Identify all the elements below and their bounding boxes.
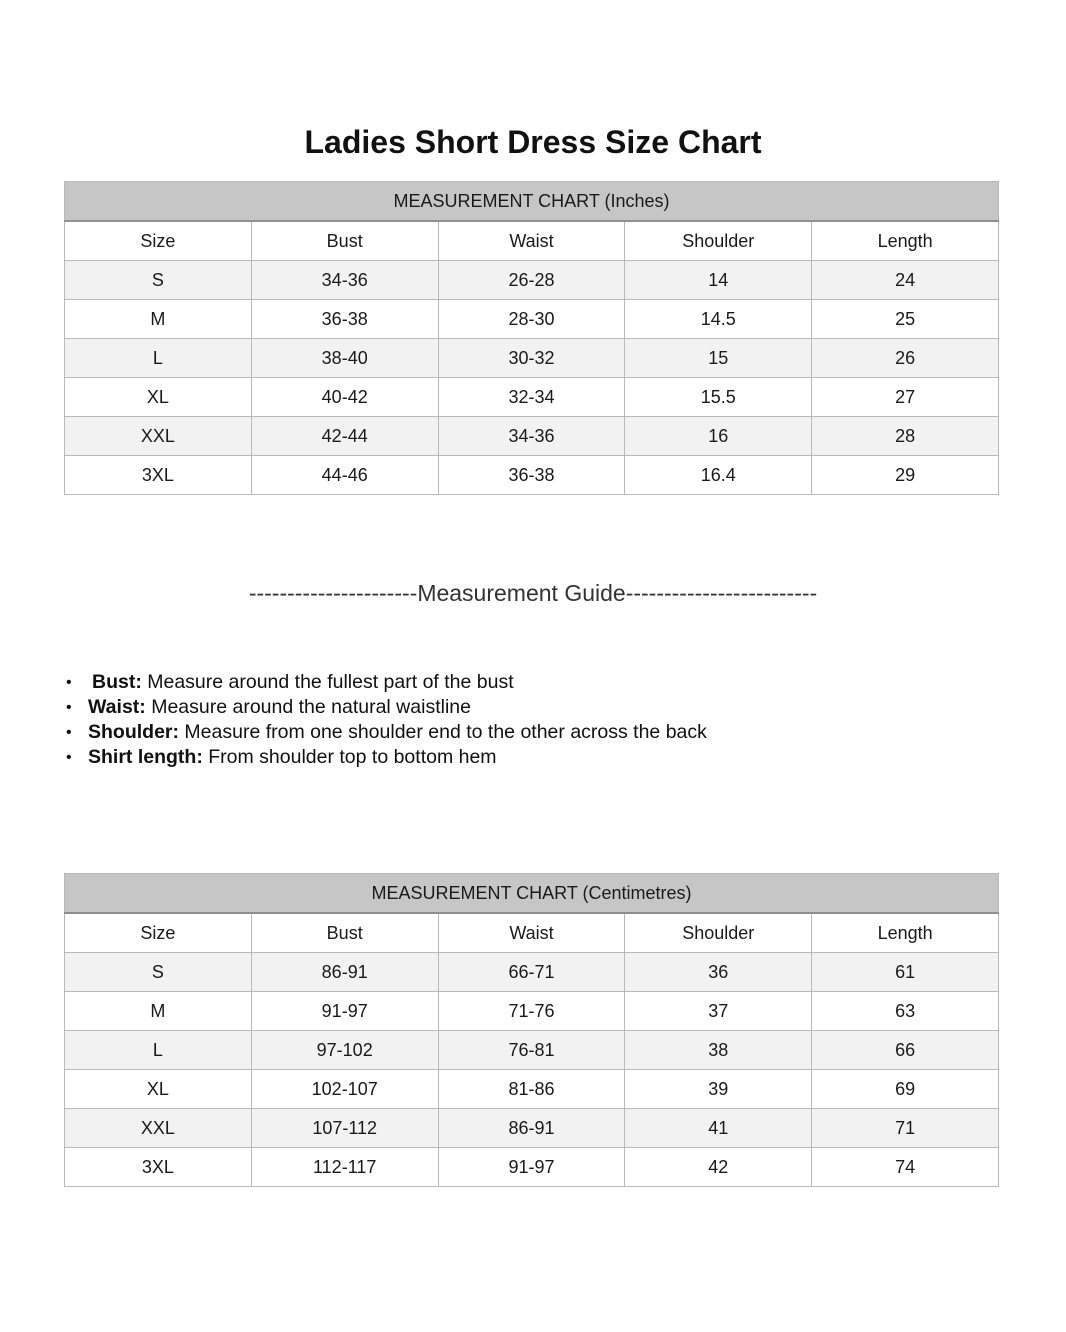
list-item	[64, 720, 707, 745]
cell-length: 28	[812, 417, 999, 456]
guide-text: Measure around the fullest part of the bust	[141, 671, 514, 693]
cell-shoulder: 42	[625, 1148, 812, 1187]
measurement-guide-heading: ----------------------Measurement Guide-------------------------	[248, 580, 818, 606]
measurement-guide-list	[64, 670, 707, 770]
cell-length: 66	[812, 1031, 999, 1070]
column-header-size: Size	[65, 913, 252, 953]
column-header-size: Size	[65, 221, 252, 261]
list-item	[64, 670, 707, 695]
cell-shoulder: 37	[625, 992, 812, 1031]
cell-shoulder: 36	[625, 953, 812, 992]
cell-shoulder: 14.5	[625, 300, 812, 339]
table-row	[65, 953, 999, 992]
table-row	[65, 339, 999, 378]
bullet-icon: •	[66, 674, 72, 691]
cell-waist: 71-76	[438, 992, 625, 1031]
cell-bust: 34-36	[251, 261, 438, 300]
cell-waist: 66-71	[438, 953, 625, 992]
cell-waist: 32-34	[438, 378, 625, 417]
cell-waist: 36-38	[438, 456, 625, 495]
guide-text: Measure from one shoulder end to the other across the back	[179, 721, 707, 743]
page-title: Ladies Short Dress Size Chart	[304, 124, 762, 161]
cell-size: S	[65, 261, 252, 300]
cell-waist: 28-30	[438, 300, 625, 339]
cell-size: XXL	[65, 1109, 252, 1148]
list-item	[64, 695, 707, 720]
column-header-length: Length	[812, 913, 999, 953]
bullet-icon: •	[66, 724, 72, 741]
cell-length: 74	[812, 1148, 999, 1187]
cell-bust: 42-44	[251, 417, 438, 456]
cell-waist: 76-81	[438, 1031, 625, 1070]
cell-size: M	[65, 992, 252, 1031]
table-row	[65, 300, 999, 339]
size-table-inches	[64, 181, 999, 495]
cell-bust: 86-91	[251, 953, 438, 992]
cell-size: L	[65, 339, 252, 378]
bullet-icon: •	[66, 749, 72, 766]
column-header-length: Length	[812, 221, 999, 261]
cell-length: 24	[812, 261, 999, 300]
guide-term: Shirt length:	[88, 746, 203, 768]
table-row	[65, 1070, 999, 1109]
cell-shoulder: 15.5	[625, 378, 812, 417]
column-header-shoulder: Shoulder	[625, 221, 812, 261]
table-row	[65, 992, 999, 1031]
cell-bust: 91-97	[251, 992, 438, 1031]
table-caption-unit: (Inches)	[604, 190, 670, 211]
table-row	[65, 1148, 999, 1187]
cell-size: XL	[65, 1070, 252, 1109]
table-row	[65, 1031, 999, 1070]
cell-size: S	[65, 953, 252, 992]
cell-length: 71	[812, 1109, 999, 1148]
cell-shoulder: 39	[625, 1070, 812, 1109]
table-caption-unit: (Centimetres)	[582, 882, 692, 903]
table-row	[65, 417, 999, 456]
guide-text: From shoulder top to bottom hem	[202, 746, 497, 768]
column-header-bust: Bust	[251, 913, 438, 953]
table-row	[65, 456, 999, 495]
table-row	[65, 378, 999, 417]
cell-length: 61	[812, 953, 999, 992]
column-header-shoulder: Shoulder	[625, 913, 812, 953]
cell-shoulder: 38	[625, 1031, 812, 1070]
cell-length: 63	[812, 992, 999, 1031]
cell-length: 27	[812, 378, 999, 417]
table-caption	[65, 874, 999, 914]
cell-bust: 40-42	[251, 378, 438, 417]
column-header-waist: Waist	[438, 221, 625, 261]
guide-term: Waist:	[88, 696, 146, 718]
cell-length: 25	[812, 300, 999, 339]
cell-waist: 30-32	[438, 339, 625, 378]
cell-length: 29	[812, 456, 999, 495]
cell-waist: 86-91	[438, 1109, 625, 1148]
guide-term: Bust:	[92, 671, 142, 693]
column-header-waist: Waist	[438, 913, 625, 953]
cell-waist: 26-28	[438, 261, 625, 300]
size-table-centimetres	[64, 873, 999, 1187]
list-item	[64, 745, 707, 770]
guide-text: Measure around the natural waistline	[145, 696, 471, 718]
cell-size: 3XL	[65, 456, 252, 495]
cell-shoulder: 14	[625, 261, 812, 300]
guide-term: Shoulder:	[88, 721, 179, 743]
cell-waist: 91-97	[438, 1148, 625, 1187]
cell-shoulder: 16.4	[625, 456, 812, 495]
cell-length: 26	[812, 339, 999, 378]
cell-bust: 112-117	[251, 1148, 438, 1187]
column-header-bust: Bust	[251, 221, 438, 261]
table-caption	[65, 182, 999, 222]
cell-waist: 34-36	[438, 417, 625, 456]
cell-waist: 81-86	[438, 1070, 625, 1109]
cell-bust: 102-107	[251, 1070, 438, 1109]
cell-bust: 36-38	[251, 300, 438, 339]
bullet-icon: •	[66, 699, 72, 716]
cell-size: 3XL	[65, 1148, 252, 1187]
cell-size: M	[65, 300, 252, 339]
table-row	[65, 261, 999, 300]
cell-bust: 97-102	[251, 1031, 438, 1070]
table-row	[65, 1109, 999, 1148]
cell-length: 69	[812, 1070, 999, 1109]
cell-bust: 44-46	[251, 456, 438, 495]
cell-bust: 107-112	[251, 1109, 438, 1148]
cell-size: XXL	[65, 417, 252, 456]
table-caption-main: MEASUREMENT CHART	[393, 190, 600, 211]
cell-size: L	[65, 1031, 252, 1070]
cell-shoulder: 15	[625, 339, 812, 378]
cell-bust: 38-40	[251, 339, 438, 378]
cell-shoulder: 16	[625, 417, 812, 456]
table-caption-main: MEASUREMENT CHART	[371, 882, 578, 903]
cell-size: XL	[65, 378, 252, 417]
cell-shoulder: 41	[625, 1109, 812, 1148]
